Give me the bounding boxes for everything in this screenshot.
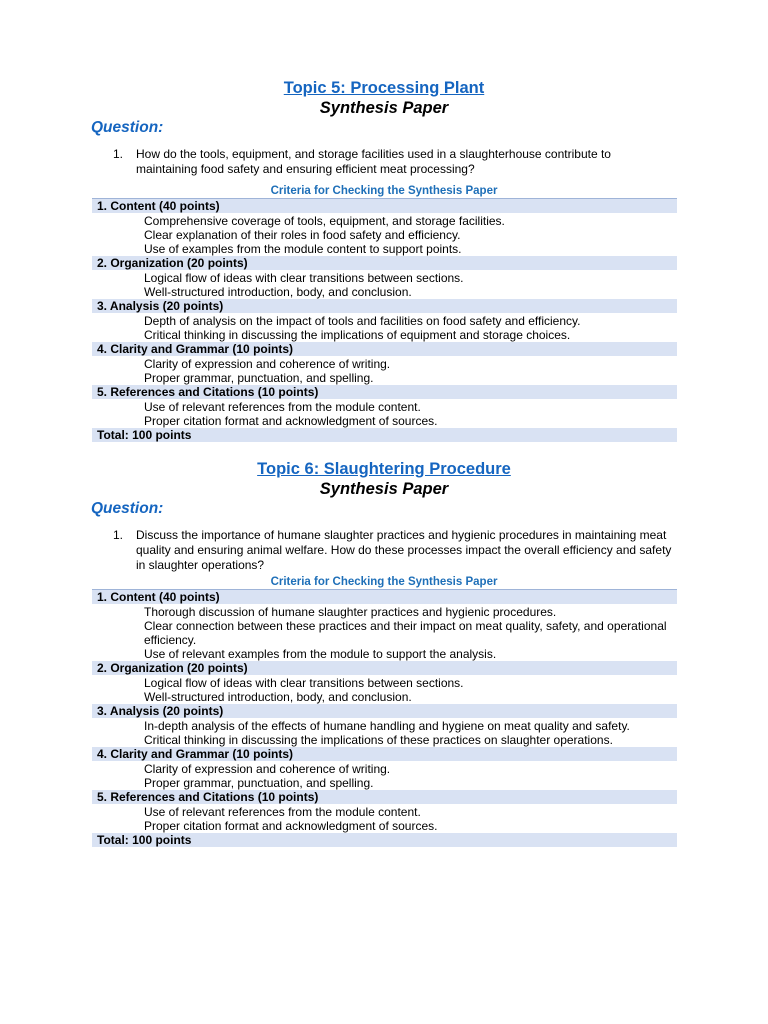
criteria-title: Criteria for Checking the Synthesis Paper — [270, 185, 498, 197]
question-item — [0, 528, 768, 573]
paper-subtitle: Synthesis Paper — [319, 480, 449, 498]
topic-title[interactable]: Topic 6: Slaughtering Procedure — [257, 460, 511, 478]
criterion-heading: 1. Content (40 points) — [92, 590, 677, 605]
criterion-item: Proper citation format and acknowledgment of sources. — [144, 414, 438, 428]
question-text: Discuss the importance of humane slaughter practices and hygienic procedures in maintaining meat quality and ensuring animal welfare. How do these processes impact the overall efficiency and safety in slaughter operations? — [136, 528, 672, 572]
criterion-item: Use of relevant references from the module content. — [144, 805, 421, 819]
total-points: Total: 100 points — [92, 428, 677, 442]
criterion-heading: 3. Analysis (20 points) — [92, 704, 677, 719]
question-text: How do the tools, equipment, and storage facilities used in a slaughterhouse contribute to maintaining food safety and ensuring efficient meat processing? — [136, 147, 611, 176]
question-label: Question: — [91, 500, 164, 517]
question-label: Question: — [91, 119, 164, 136]
criteria-title: Criteria for Checking the Synthesis Paper — [270, 576, 498, 588]
criterion-item: Proper citation format and acknowledgment of sources. — [144, 819, 438, 833]
criterion-item: Use of examples from the module content to support points. — [144, 242, 462, 256]
criterion-item: Depth of analysis on the impact of tools and facilities on food safety and efficiency. — [144, 314, 581, 328]
criterion-item: Critical thinking in discussing the implications of these practices on slaughter operations. — [144, 733, 613, 747]
criterion-heading: 3. Analysis (20 points) — [92, 299, 677, 314]
criterion-item: In-depth analysis of the effects of humane handling and hygiene on meat quality and safety. — [144, 719, 630, 733]
rubric-table — [92, 198, 677, 442]
criterion-item: Use of relevant examples from the module to support the analysis. — [144, 647, 497, 661]
topic-6-section — [0, 459, 768, 847]
rubric-table — [92, 589, 677, 847]
criterion-heading: 4. Clarity and Grammar (10 points) — [92, 747, 677, 762]
topic-5-section — [0, 78, 768, 442]
criterion-item: Clear explanation of their roles in food safety and efficiency. — [144, 228, 461, 242]
criterion-item: Proper grammar, punctuation, and spelling. — [144, 371, 374, 385]
criterion-item: Well-structured introduction, body, and conclusion. — [144, 285, 412, 299]
criterion-item: Use of relevant references from the module content. — [144, 400, 421, 414]
criterion-item: Comprehensive coverage of tools, equipment, and storage facilities. — [144, 214, 505, 228]
question-number: 1. — [113, 147, 124, 161]
criterion-item: Proper grammar, punctuation, and spelling. — [144, 776, 374, 790]
criterion-item: Clarity of expression and coherence of writing. — [144, 357, 391, 371]
criterion-item: Thorough discussion of humane slaughter practices and hygienic procedures. — [144, 605, 557, 619]
criterion-heading: 2. Organization (20 points) — [92, 661, 677, 676]
criterion-heading: 4. Clarity and Grammar (10 points) — [92, 342, 677, 357]
criterion-item: Clarity of expression and coherence of writing. — [144, 762, 391, 776]
total-points: Total: 100 points — [92, 833, 677, 847]
criterion-heading: 5. References and Citations (10 points) — [92, 790, 677, 805]
criterion-item: Well-structured introduction, body, and conclusion. — [144, 690, 412, 704]
criterion-item: Clear connection between these practices and their impact on meat quality, safety, and operational efficiency. — [144, 619, 667, 647]
criterion-item: Critical thinking in discussing the implications of equipment and storage choices. — [144, 328, 571, 342]
criterion-item: Logical flow of ideas with clear transitions between sections. — [144, 676, 464, 690]
question-item — [0, 147, 768, 177]
criterion-heading: 5. References and Citations (10 points) — [92, 385, 677, 400]
question-number: 1. — [113, 528, 124, 542]
topic-title[interactable]: Topic 5: Processing Plant — [283, 79, 485, 97]
paper-subtitle: Synthesis Paper — [319, 99, 449, 117]
criterion-heading: 1. Content (40 points) — [92, 199, 677, 214]
criterion-heading: 2. Organization (20 points) — [92, 256, 677, 271]
criterion-item: Logical flow of ideas with clear transitions between sections. — [144, 271, 464, 285]
